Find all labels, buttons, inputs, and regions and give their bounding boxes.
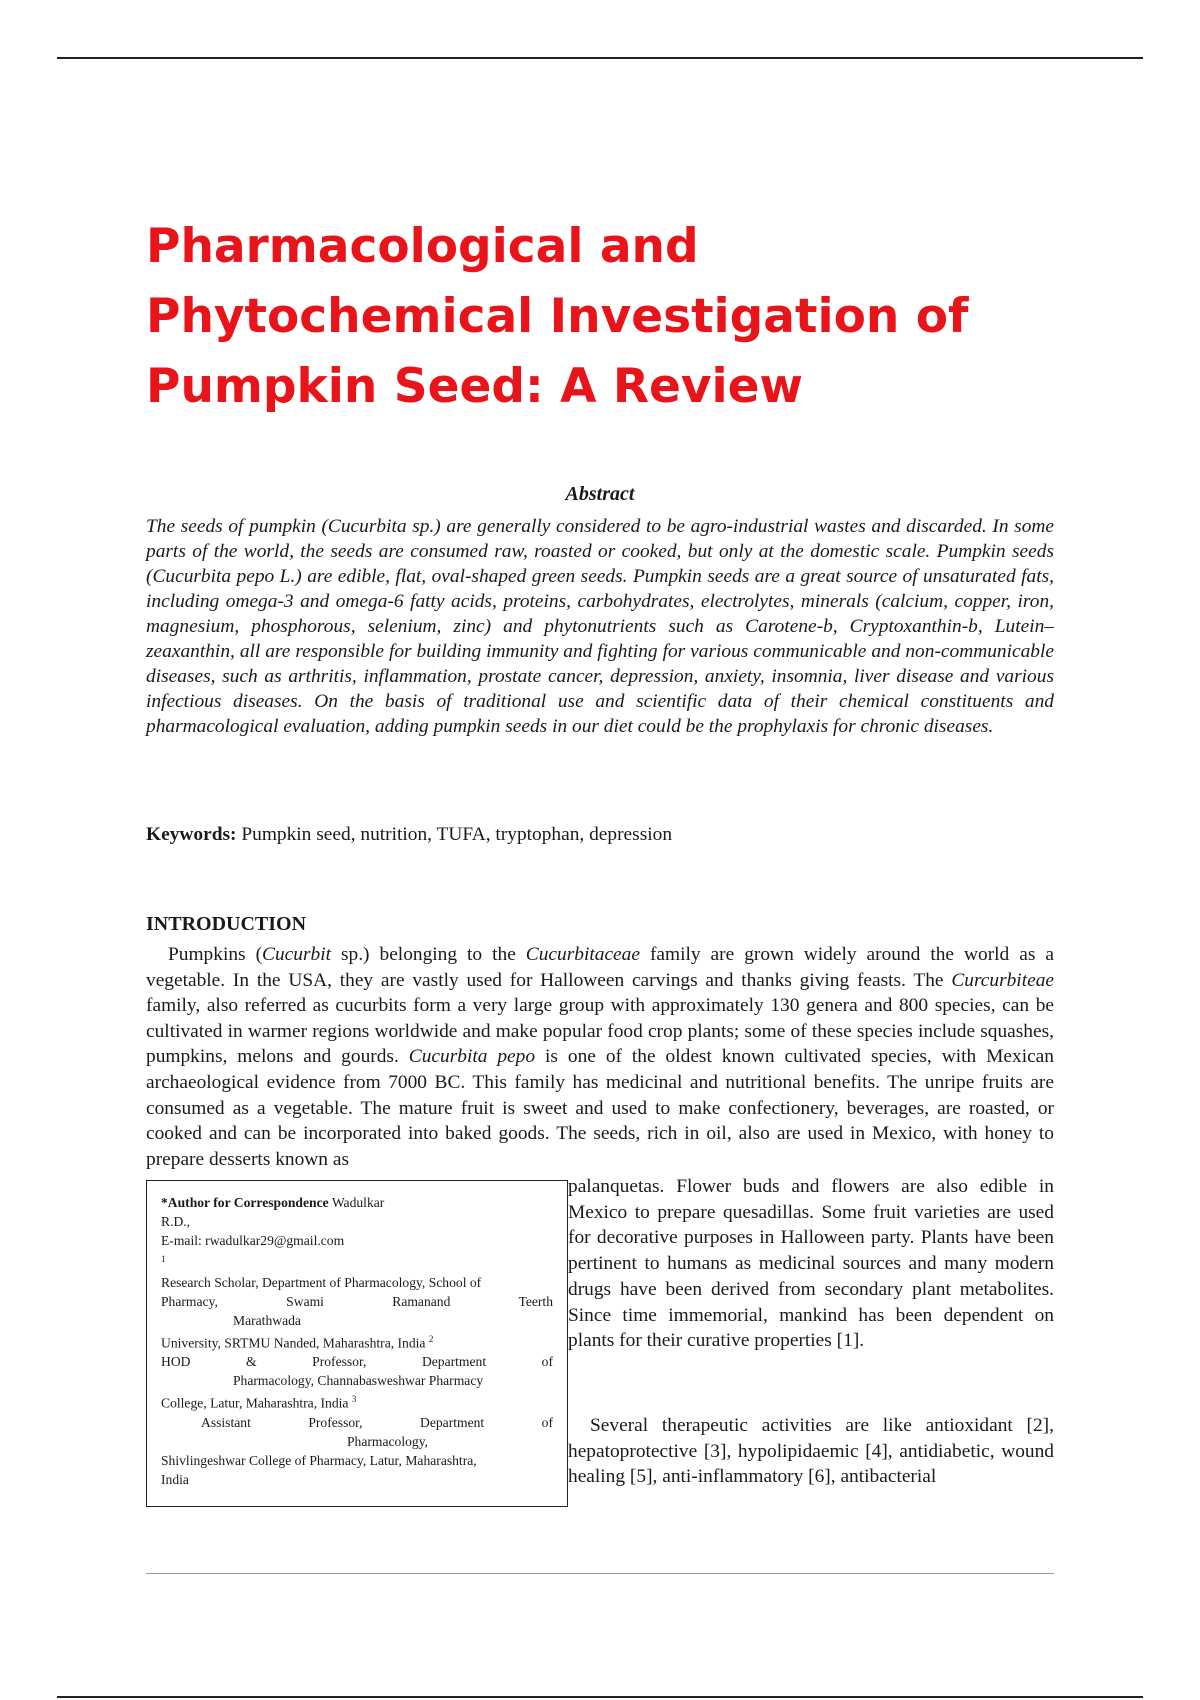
correspondence-box [146, 1180, 568, 1507]
affiliation-mark-3: 3 [351, 1394, 357, 1405]
affiliation-mark-1: 1 [161, 1254, 166, 1264]
paper-title [146, 212, 1046, 422]
affiliation-2-line-a: HOD & Professor, Department of [161, 1354, 553, 1370]
introduction-paragraph-2 [568, 1413, 1054, 1490]
affiliation-1-line-d: University, SRTMU Nanded, Maharashtra, India [161, 1335, 426, 1351]
affiliation-1-line-a: Research Scholar, Department of Pharmacology, School of [161, 1274, 482, 1290]
affiliation-1-line-c: Marathwada [233, 1312, 301, 1328]
keywords-text: Pumpkin seed, nutrition, TUFA, tryptophan, depression [241, 824, 673, 845]
affiliation-3-line-b: Pharmacology, [347, 1433, 429, 1449]
affiliation-3-line-d: India [161, 1471, 189, 1487]
affiliation-3-line-c: Shivlingeshwar College of Pharmacy, Latur, Maharashtra, [161, 1452, 477, 1468]
introduction-paragraph-1 [146, 942, 1054, 1172]
intro-italic-term: Cucurbit [262, 944, 331, 965]
title-line-2: Phytochemical Investigation of [146, 289, 969, 344]
author-label: *Author for Correspondence [161, 1195, 329, 1210]
bottom-rule [57, 1696, 1143, 1698]
top-rule [57, 57, 1143, 59]
introduction-paragraph-1-continued: palanquetas. Flower buds and flowers are also edible in Mexico to prepare quesadillas. Some fruit varieties are used for decorative purposes in Halloween party. Plants have been pertinent to humans as medicinal sources and many modern drugs have been derived from secondary plant metabolites. Since time immemorial, mankind has been dependent on plants for their curative properties [1]. [568, 1176, 1054, 1352]
title-line-1: Pharmacological and [146, 219, 699, 274]
abstract-text: The seeds of pumpkin (Cucurbita sp.) are generally considered to be agro-industrial wastes and discarded. In some parts of the world, the seeds are consumed raw, roasted or cooked, but only at the domestic scale. Pumpkin seeds (Cucurbita pepo L.) are edible, flat, oval-shaped green seeds. Pumpkin seeds are a great source of unsaturated fats, including omega-3 and omega-6 fatty acids, proteins, carbohydrates, electrolytes, minerals (calcium, copper, iron, magnesium, phosphorous, selenium, zinc) and phytonutrients such as Carotene-b, Cryptoxanthin-b, Lutein–zeaxanthin, all are responsible for building immunity and fighting for various communicable and non-communicable diseases, such as arthritis, inflammation, prostate cancer, depression, anxiety, insomnia, liver disease and various infectious diseases. On the basis of traditional use and scientific data of their chemical constituents and pharmacological evaluation, adding pumpkin seeds in our diet could be the prophylaxis for chronic diseases. [146, 516, 1054, 737]
introduction-heading: INTRODUCTION [146, 913, 307, 935]
intro-text-segment: family, also referred as cucurbits form a very large group with approximately 130 genera and 800 species, can be cultivated in warmer regions worldwide and make popular food crop plants; some of these species include squashes, pumpkins, melons and gourds. [146, 995, 1054, 1068]
keywords-label: Keywords: [146, 824, 237, 845]
intro-p2-text: Several therapeutic activities are like antioxidant [2], hepatoprotective [3], hypolipidaemic [4], antidiabetic, wound healing [5], anti-inflammatory [6], antibacterial [568, 1415, 1054, 1488]
author-email: E-mail: rwadulkar29@gmail.com [161, 1233, 345, 1248]
footer-rule [146, 1573, 1054, 1574]
intro-text-segment: sp.) belonging to the [330, 944, 526, 965]
intro-italic-term: Curcurbiteae [951, 969, 1054, 991]
author-name-cont: R.D., [161, 1214, 191, 1229]
intro-text-segment: family are grown widely around the world as a vegetable. In the USA, they are vastly used for Halloween carvings and thanks giving feasts. The [146, 944, 1054, 991]
affiliation-1-line-b: Pharmacy, Swami Ramanand Teerth [161, 1293, 553, 1309]
abstract-heading: Abstract [565, 483, 635, 505]
intro-italic-term: Cucurbita pepo [408, 1046, 536, 1068]
affiliation-2-line-b: Pharmacology, Channabasweshwar Pharmacy [233, 1373, 484, 1389]
title-line-3: Pumpkin Seed: A Review [146, 359, 803, 414]
keywords [146, 822, 1054, 847]
intro-text-segment: Pumpkins ( [168, 944, 263, 965]
author-name: Wadulkar [331, 1195, 385, 1210]
affiliation-mark-2: 2 [428, 1333, 434, 1344]
intro-italic-term: Cucurbitaceae [525, 944, 640, 965]
affiliation-3-line-a: Assistant Professor, Department of [201, 1414, 553, 1430]
intro-text-segment: is one of the oldest known cultivated species, with Mexican archaeological evidence from 7000 BC. This family has medicinal and nutritional benefits. The unripe fruits are consumed as a vegetable. The mature fruit is sweet and used to make confectionery, beverages, are roasted, or cooked and can be incorporated into baked goods. The seeds, rich in oil, also are used in Mexico, with honey to prepare desserts known as [146, 1046, 1054, 1170]
affiliation-2-line-c: College, Latur, Maharashtra, India [161, 1395, 349, 1411]
